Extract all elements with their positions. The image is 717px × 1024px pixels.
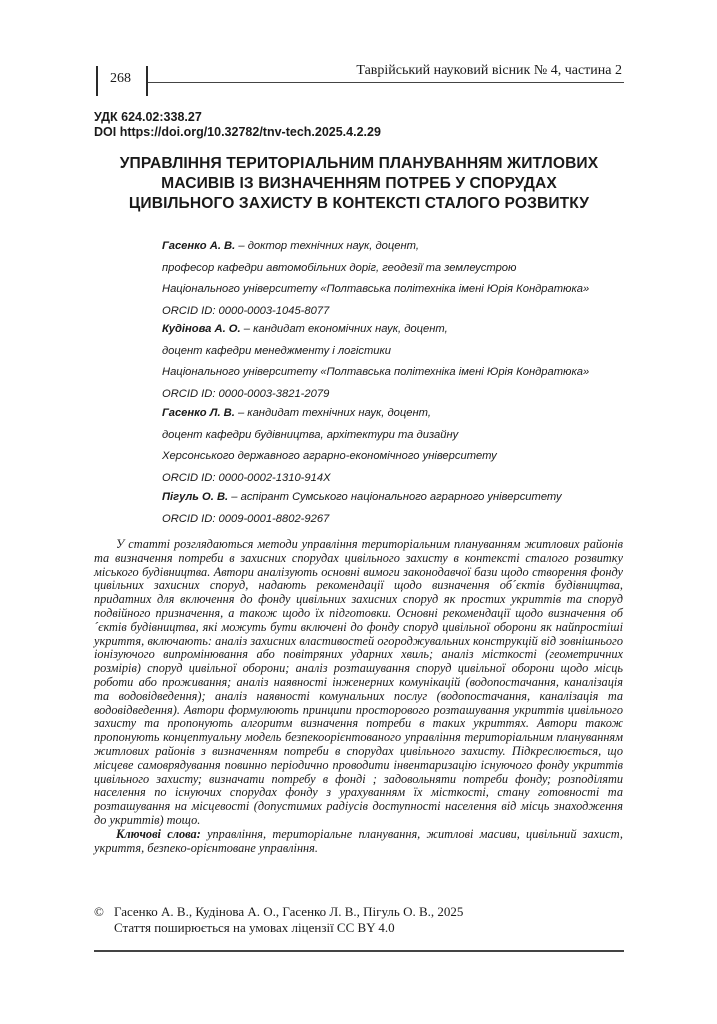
author-orcid: ORCID ID: 0000-0003-1045-8077 [162, 304, 330, 317]
keywords-list: управління, територіальне планування, житлові масиви, цивільний захист, укриття, безпеко-орієнтоване управління. [94, 826, 623, 855]
header-divider-bar [146, 66, 148, 96]
copyright-line [94, 904, 463, 920]
udk-code: УДК 624.02:338.27 [94, 110, 202, 124]
copyright-authors: Гасенко А. В., Кудінова А. О., Гасенко Л. В., Пігуль О. В., 2025 [114, 904, 464, 919]
author-affiliation: Херсонського державного аграрно-економічного університету [162, 450, 497, 462]
author-degree: – доктор технічних наук, доцент, [235, 240, 419, 252]
abstract-text: У статті розглядаються методи управління територіальним плануванням житлових районів та визначення потреби в захисних спорудах цивільного захисту в контексті сталого розвитку міського будівництва. Автори аналізують основні вимоги законодавчої бази щодо створення фонду цивільних захисних споруд, надають рекомендації щодо визначення об´єктів будівництва, придатних для включення до фонду цивільних захисних споруд як простих укриттів та споруд подвійного призначення, а також щодо їх підготовки. Основні рекомендації щодо визначення об´єктів будівництва, які можуть бути включені до фонду споруд цивільної оборони як найпростіші укриття, включають: аналіз захисних властивостей огороджувальних конструкцій від зовнішнього іонізуючого випромінювання або повітряних ударних хвиль; аналіз місткості (геометричних розмірів) споруд цивільної оборони; аналіз розташування споруд цивільної оборони щодо місць роботи або проживання; аналіз наявності інженерних комунікацій (водопостачання, каналізація та водовідведення); аналіз наявності комунальних послуг (водопостачання, каналізація та водовідведення). Автори формулюють принципи просторового розташування укриттів цивільного захисту та пропонують алгоритм визначення потреби в таких укриттях. Автори також пропонують концептуальну модель безпекоорієнтованого управління територіальним плануванням житлових районів з визначенням потреби в спорудах цивільного захисту. Підкреслюється, що місцеве самоврядування повинно періодично проводити інвентаризацію існуючого фонду укриттів цивільного захисту; визначати потребу в фонді ; задовольняти потреби фонду; розподіляти населення по існуючих спорудах фонду з урахуванням їх місткості, стану готовності та розташування на місцевості (допустимих радіусів доступності населення від місць знаходження до укриттів) тощо. [94, 537, 623, 827]
author-position: професор кафедри автомобільних доріг, геодезії та землеустрою [162, 261, 517, 274]
doi-link[interactable]: DOI https://doi.org/10.32782/tnv-tech.2025.4.2.29 [94, 125, 381, 139]
article-identifiers [94, 110, 381, 140]
article-title [94, 154, 624, 214]
author-name: Гасенко А. В. [162, 240, 236, 252]
header-rule [148, 82, 624, 83]
author-block [162, 319, 589, 405]
author-name: Пігуль О. В. [162, 491, 229, 503]
copyright-icon: © [94, 904, 104, 919]
author-degree: – аспірант Сумського національного аграрного університету [228, 491, 562, 503]
abstract [94, 538, 623, 855]
title-line: УПРАВЛІННЯ ТЕРИТОРІАЛЬНИМ ПЛАНУВАННЯМ ЖИТЛОВИХ [119, 155, 599, 172]
author-line [162, 319, 589, 341]
header-left-bar [96, 66, 98, 96]
author-degree: – кандидат економічних наук, доцент, [240, 323, 448, 335]
author-position: доцент кафедри менеджменту і логістики [162, 344, 392, 357]
author-degree: – кандидат технічних наук, доцент, [234, 407, 431, 419]
license-text: Стаття поширюється на умовах ліцензії CC BY 4.0 [114, 920, 395, 935]
author-name: Гасенко Л. В. [162, 407, 235, 419]
author-position: доцент кафедри будівництва, архітектури та дизайну [162, 428, 459, 441]
author-affiliation: Національного університету «Полтавська політехніка імені Юрія Кондратюка» [162, 283, 590, 295]
author-orcid: ORCID ID: 0009-0001-8802-9267 [162, 512, 330, 525]
copyright-block [94, 904, 463, 936]
author-line [162, 236, 589, 258]
author-orcid: ORCID ID: 0000-0002-1310-914X [162, 471, 331, 484]
title-line: ЦИВІЛЬНОГО ЗАХИСТУ В КОНТЕКСТІ СТАЛОГО РОЗВИТКУ [128, 195, 590, 212]
page-number: 268 [110, 71, 131, 86]
author-orcid: ORCID ID: 0000-0003-3821-2079 [162, 387, 330, 400]
author-block [162, 487, 562, 530]
author-line [162, 403, 497, 425]
author-name: Кудінова А. О. [162, 323, 241, 335]
author-block [162, 236, 589, 322]
keywords-label: Ключові слова: [116, 826, 201, 841]
title-line: МАСИВІВ ІЗ ВИЗНАЧЕННЯМ ПОТРЕБ У СПОРУДАХ [161, 175, 557, 192]
keywords [94, 828, 623, 856]
author-affiliation: Національного університету «Полтавська політехніка імені Юрія Кондратюка» [162, 366, 590, 378]
footer-rule [94, 950, 624, 952]
author-line [162, 487, 562, 509]
author-block [162, 403, 497, 489]
journal-title: Таврійський науковий вісник № 4, частина 2 [356, 63, 622, 78]
